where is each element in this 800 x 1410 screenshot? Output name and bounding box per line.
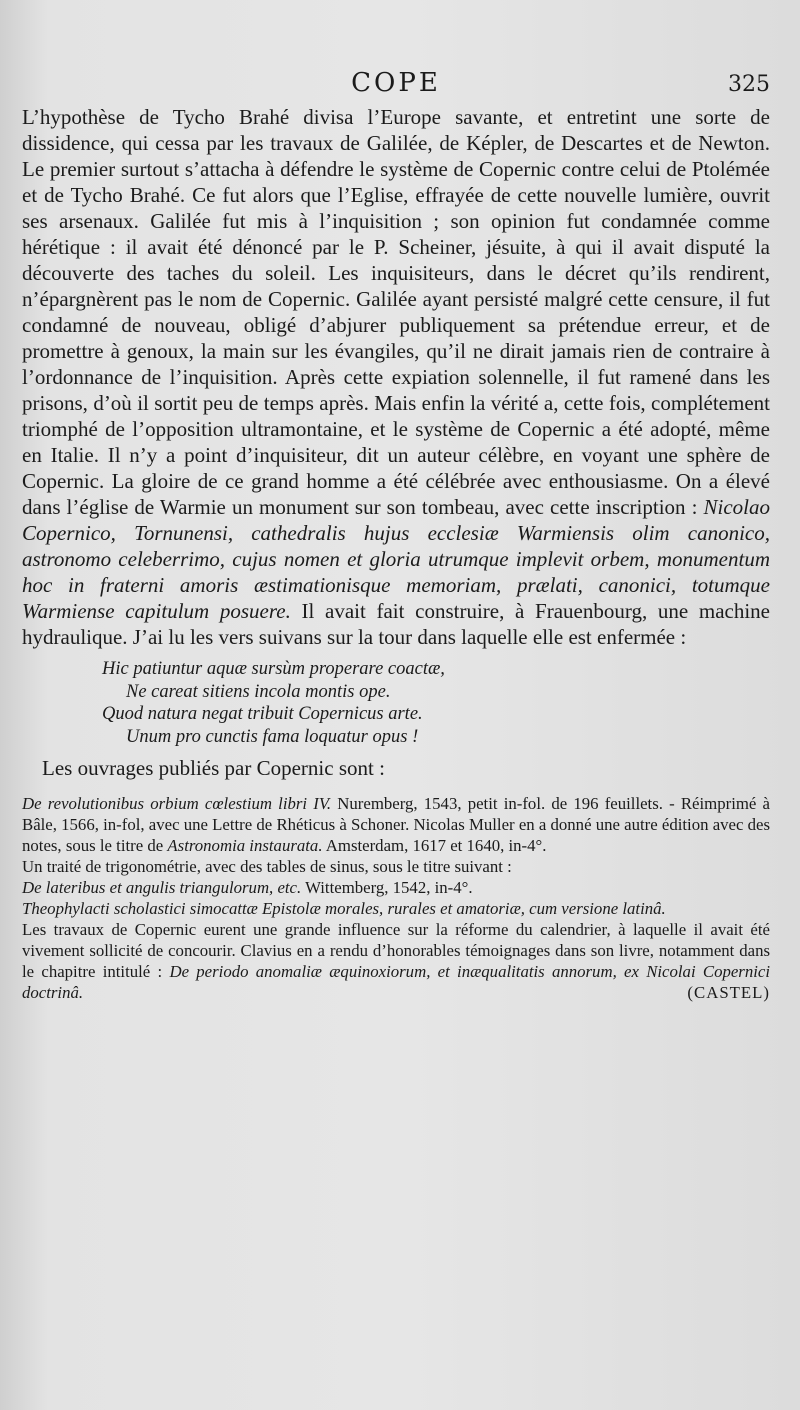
- verse-line: Unum pro cunctis fama loquatur opus !: [126, 726, 419, 747]
- inscription-text: Nicolao Copernico, Tornunensi, cathedralis hujus ecclesiæ Warmiensis olim canonico, astronomo celeberrimo, cujus nomen et gloria utrumque implevit orbem, monumentum hoc in fraterni amoris æstimationisque memoriam, prælati, canonici, totumque Warmiense capitulum posuere.: [22, 495, 771, 623]
- bib-title: Theophylacti scholastici simocattæ Epistolæ morales, rurales et amatoriæ, cum versione latinâ.: [22, 899, 666, 918]
- paragraph-text: L’hypothèse de Tycho Brahé divisa l’Europe savante, et entretint une sorte de dissidence, qui cessa par les travaux de Galilée, de Képler, de Descartes et de Newton. Le premier surtout s’attacha à défendre le système de Copernic contre celui de Ptolémée et de Tycho Brahé. Ce fut alors que l’Eglise, effrayée de cette nouvelle lumière, ouvrit ses arsenaux. Galilée fut mis à l’inquisition ; son opinion fut condamnée comme hérétique : il avait été dénoncé par le P. Scheiner, jésuite, à qui il avait disputé la découverte des taches du soleil. Les inquisiteurs, dans le décret qu’ils rendirent, n’épargnèrent pas le nom de Copernic. Galilée ayant persisté malgré cette censure, il fut condamné de nouveau, obligé d’abjurer publiquement sa prétendue erreur, et de promettre à genoux, la main sur les évangiles, qu’il ne dirait jamais rien de contraire à l’ordonnance de l’inquisition. Après cette expiation solennelle, il fut ramené dans les prisons, d’où il sortit peu de temps après. Mais enfin la vérité a, cette fois, complétement triomphé de l’opposition ultramontaine, et le système de Copernic a été adopté, même en Italie. Il n’y a point d’inquisiteur, dit un auteur célèbre, en voyant une sphère de Copernic. La gloire de ce grand homme a été célébrée avec enthousiasme. On a élevé dans l’église de Warmie un monument sur son tombeau, avec cette inscription :: [22, 105, 770, 519]
- verse-line: Hic patiuntur aquæ sursùm properare coactæ,: [102, 659, 445, 679]
- main-text: [22, 104, 770, 650]
- bib-text: Wittemberg, 1542, in-4°.: [301, 878, 473, 897]
- paragraph-text-end: Il avait fait construire, à Frauenbourg, une machine hydraulique. J’ai lu les vers suivans sur la tour dans laquelle elle est enfermée :: [22, 599, 770, 649]
- page-header: [22, 60, 770, 104]
- works-heading: Les ouvrages publiés par Copernic sont :: [42, 756, 385, 780]
- bib-text: Amsterdam, 1617 et 1640, in-4°.: [322, 836, 547, 855]
- page-number: 325: [728, 72, 770, 97]
- bib-entry: [22, 793, 770, 856]
- verse-line: Quod natura negat tribuit Copernicus arte.: [102, 704, 423, 724]
- verse-line: Ne careat sitiens incola montis ope.: [126, 681, 391, 702]
- bib-title: De lateribus et angulis triangulorum, etc.: [22, 878, 302, 897]
- bib-title: De revolutionibus orbium cœlestium libri IV.: [22, 794, 332, 813]
- running-title: COPE: [351, 68, 441, 98]
- bib-entry: [22, 919, 770, 1003]
- bib-entry: [22, 877, 770, 898]
- bib-text: Un traité de trigonométrie, avec des tables de sinus, sous le titre suivant :: [22, 857, 512, 876]
- verse-block: [102, 658, 770, 748]
- bib-entry: [22, 856, 770, 877]
- bib-title: Astronomia instaurata.: [167, 836, 323, 855]
- bib-entry: [22, 898, 770, 919]
- paragraph: [22, 104, 770, 650]
- bib-text: Nuremberg, 1543, petit in-fol. de 196 feuillets. - Réimprimé à Bâle, 1566, in-fol, avec une Lettre de Rhéticus à Schoner. Nicolas Muller en a donné une autre édition avec des notes, sous le titre de: [22, 794, 770, 855]
- bib-text: Les travaux de Copernic eurent une grande influence sur la réforme du calendrier, à laquelle il avait été vivement sollicité de concourir. Clavius en a rendu d’honorables témoignages dans son livre, notamment dans le chapitre intitulé :: [22, 920, 770, 981]
- author-signature: (CASTEL): [687, 983, 770, 1002]
- bib-title: De periodo anomaliæ æquinoxiorum, et inæqualitatis annorum, ex Nicolai Copernici doctrinâ.: [22, 962, 770, 1002]
- bibliography: [22, 793, 770, 1003]
